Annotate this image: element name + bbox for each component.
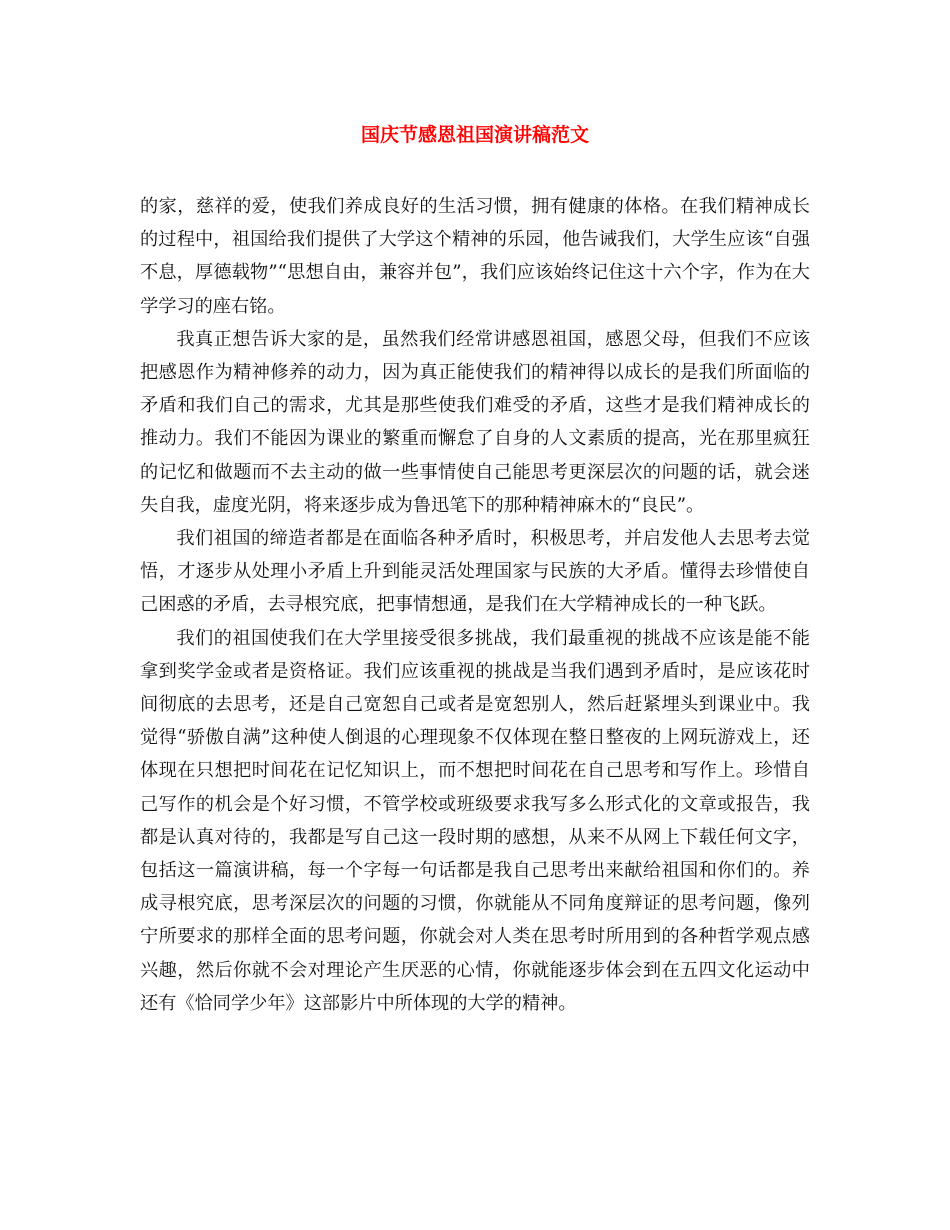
document-title: 国庆节感恩祖国演讲稿范文 bbox=[360, 124, 589, 146]
document-body bbox=[140, 190, 810, 1020]
paragraph-3: 我们祖国的缔造者都是在面临各种矛盾时，积极思考，并启发他人去思考去觉悟，才逐步从处理小矛盾上升到能灵活处理国家与民族的大矛盾。懂得去珍惜使自己困惑的矛盾，去寻根究底，把事情想通，是我们在大学精神成长的一种飞跃。 bbox=[140, 528, 810, 616]
paragraph-2: 我真正想告诉大家的是，虽然我们经常讲感恩祖国，感恩父母，但我们不应该把感恩作为精神修养的动力，因为真正能使我们的精神得以成长的是我们所面临的矛盾和我们自己的需求，尤其是那些使我们难受的矛盾，这些才是我们精神成长的推动力。我们不能因为课业的繁重而懈怠了自身的人文素质的提高，光在那里疯狂的记忆和做题而不去主动的做一些事情使自己能思考更深层次的问题的话，就会迷失自我，虚度光阴，将来逐步成为鲁迅笔下的那种精神麻木的“良民”。 bbox=[140, 328, 810, 516]
paragraph-4: 我们的祖国使我们在大学里接受很多挑战，我们最重视的挑战不应该是能不能拿到奖学金或者是资格证。我们应该重视的挑战是当我们遇到矛盾时，是应该花时间彻底的去思考，还是自己宽恕自己或者是宽恕别人，然后赶紧埋头到课业中。我觉得“骄傲自满”这种使人倒退的心理现象不仅体现在整日整夜的上网玩游戏上，还体现在只想把时间花在记忆知识上，而不想把时间花在自己思考和写作上。珍惜自己写作的机会是个好习惯，不管学校或班级要求我写多么形式化的文章或报告，我都是认真对待的，我都是写自己这一段时期的感想，从来不从网上下载任何文字，包括这一篇演讲稿，每一个字每一句话都是我自己思考出来献给祖国和你们的。养成寻根究底，思考深层次的问题的习惯，你就能从不同角度辩证的思考问题，像列宁所要求的那样全面的思考问题，你就会对人类在思考时所用到的各种哲学观点感兴趣，然后你就不会对理论产生厌恶的心情，你就能逐步体会到在五四文化运动中还有《恰同学少年》这部影片中所体现的大学的精神。 bbox=[140, 627, 810, 1014]
paragraph-1: 的家，慈祥的爱，使我们养成良好的生活习惯，拥有健康的体格。在我们精神成长的过程中，祖国给我们提供了大学这个精神的乐园，他告诫我们，大学生应该“自强不息，厚德载物”“思想自由，兼容并包”，我们应该始终记住这十六个字，作为在大学学习的座右铭。 bbox=[140, 196, 810, 317]
